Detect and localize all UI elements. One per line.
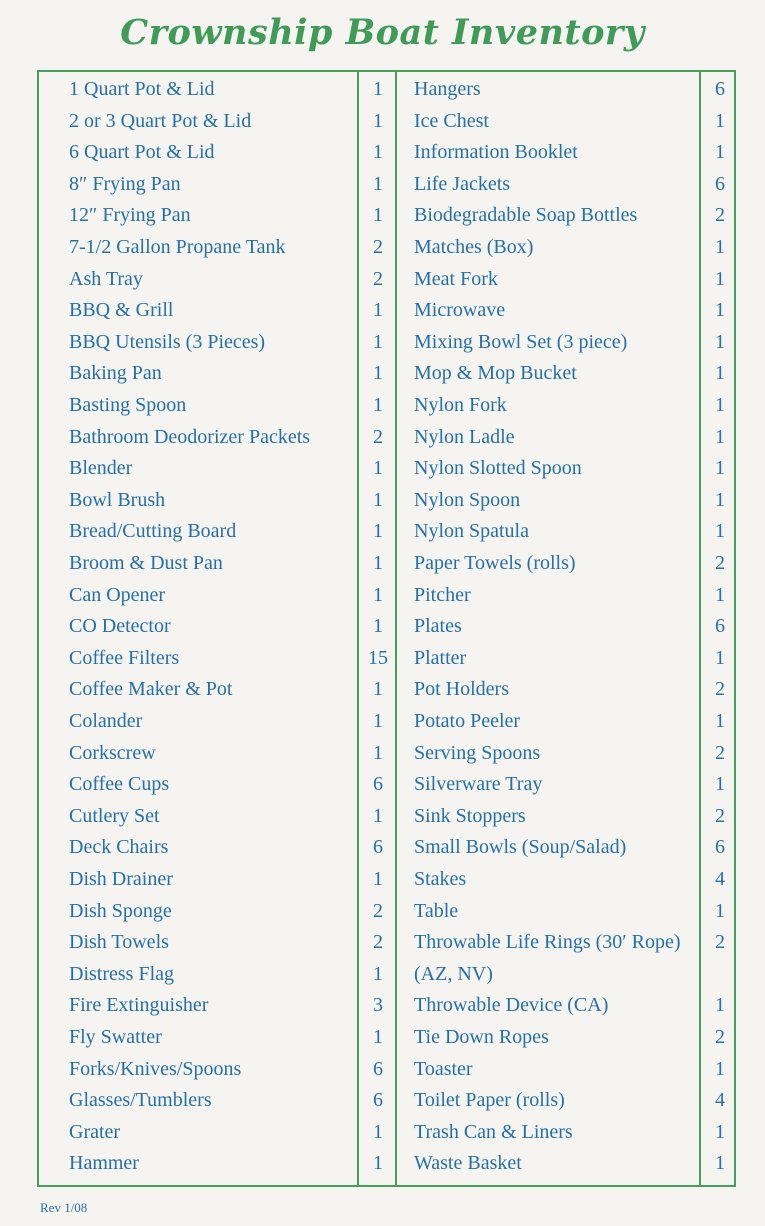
inventory-item: Coffee Filters [69, 646, 180, 669]
inventory-quantity: 1 [373, 1026, 383, 1048]
inventory-quantity: 1 [715, 299, 725, 322]
revision-note: Rev 1/08 [40, 1200, 88, 1215]
inventory-quantity: 1 [373, 678, 383, 701]
inventory-item: 1 Quart Pot & Lid [69, 78, 215, 100]
inventory-quantity: 2 [715, 204, 725, 227]
inventory-item: Ice Chest [414, 109, 489, 132]
inventory-item: Trash Can & Liners [414, 1120, 573, 1143]
inventory-item: Corkscrew [69, 741, 156, 764]
inventory-quantity: 1 [373, 299, 383, 322]
inventory-quantity: 2 [373, 899, 383, 922]
inventory-item: 2 or 3 Quart Pot & Lid [69, 109, 252, 132]
column-divider [699, 70, 701, 1187]
inventory-item: Mop & Mop Bucket [414, 362, 577, 385]
inventory-item: 12″ Frying Pan [69, 204, 191, 227]
inventory-quantity: 2 [373, 425, 383, 448]
inventory-quantity: 1 [373, 1120, 383, 1143]
inventory-item: Nylon Slotted Spoon [414, 457, 582, 480]
inventory-item: Plates [414, 615, 462, 638]
inventory-quantity: 1 [715, 710, 725, 732]
inventory-item: BBQ & Grill [69, 299, 174, 322]
inventory-item: Coffee Maker & Pot [69, 678, 233, 701]
inventory-item: Can Opener [69, 583, 166, 606]
inventory-item: Platter [414, 646, 467, 669]
inventory-item: Bathroom Deodorizer Packets [69, 425, 311, 448]
inventory-item: Information Booklet [414, 141, 578, 164]
inventory-item: Hangers [414, 78, 481, 100]
inventory-quantity: 6 [715, 836, 725, 859]
inventory-item: Meat Fork [414, 267, 498, 290]
inventory-item: Stakes [414, 868, 467, 890]
inventory-quantity: 1 [373, 141, 383, 164]
inventory-item: (AZ, NV) [414, 962, 493, 985]
inventory-item: Sink Stoppers [414, 804, 526, 827]
inventory-quantity: 6 [373, 1089, 383, 1112]
inventory-quantity: 2 [715, 1026, 725, 1048]
inventory-quantity: 2 [715, 804, 725, 827]
page-title: Crownship Boat Inventory [120, 12, 645, 53]
inventory-item: Silverware Tray [414, 773, 543, 796]
inventory-item: BBQ Utensils (3 Pieces) [69, 330, 266, 353]
inventory-quantity: 1 [373, 204, 383, 227]
inventory-quantity: 1 [373, 962, 383, 985]
inventory-item: Toilet Paper (rolls) [414, 1089, 565, 1112]
inventory-item: Dish Towels [69, 931, 169, 954]
inventory-quantity: 1 [715, 646, 725, 669]
inventory-quantity: 1 [373, 552, 383, 574]
inventory-item: Small Bowls (Soup/Salad) [414, 836, 627, 859]
inventory-item: Coffee Cups [69, 773, 170, 796]
inventory-item: CO Detector [69, 615, 171, 638]
inventory-item: Blender [69, 457, 133, 480]
inventory-quantity: 1 [373, 741, 383, 764]
inventory-item: Grater [69, 1120, 121, 1143]
inventory-quantity: 6 [715, 615, 725, 638]
inventory-item: Waste Basket [414, 1152, 522, 1175]
inventory-item: Pot Holders [414, 678, 509, 701]
inventory-quantity: 1 [373, 1152, 383, 1175]
inventory-item: Ash Tray [69, 267, 143, 290]
inventory-item: Basting Spoon [69, 394, 187, 416]
inventory-item: Microwave [414, 299, 506, 322]
inventory-item: Distress Flag [69, 962, 174, 985]
inventory-quantity: 1 [715, 267, 725, 290]
inventory-item: Hammer [69, 1152, 139, 1175]
inventory-quantity: 1 [373, 172, 383, 195]
inventory-item: Mixing Bowl Set (3 piece) [414, 330, 628, 353]
inventory-quantity: 2 [715, 552, 725, 574]
inventory-item: Fly Swatter [69, 1026, 162, 1048]
inventory-quantity: 1 [373, 330, 383, 353]
inventory-item: Nylon Fork [414, 394, 507, 416]
inventory-quantity: 1 [373, 520, 383, 543]
inventory-item: Deck Chairs [69, 836, 169, 859]
inventory-item: Glasses/Tumblers [69, 1089, 212, 1112]
inventory-quantity: 1 [373, 804, 383, 827]
inventory-quantity: 1 [715, 583, 725, 606]
inventory-quantity: 15 [368, 646, 388, 669]
inventory-item: Serving Spoons [414, 741, 541, 764]
inventory-item: Colander [69, 710, 143, 732]
inventory-item: Bowl Brush [69, 488, 166, 511]
inventory-quantity: 2 [715, 931, 725, 954]
inventory-quantity: 1 [373, 583, 383, 606]
inventory-quantity: 2 [373, 267, 383, 290]
inventory-quantity: 1 [373, 710, 383, 732]
inventory-quantity: 1 [715, 425, 725, 448]
inventory-quantity: 1 [715, 1120, 725, 1143]
inventory-quantity: 2 [373, 931, 383, 954]
inventory-item: Throwable Life Rings (30′ Rope) [414, 931, 681, 954]
inventory-item: Biodegradable Soap Bottles [414, 204, 638, 227]
inventory-item: Cutlery Set [69, 804, 160, 827]
inventory-item: Baking Pan [69, 362, 162, 385]
inventory-item: 8″ Frying Pan [69, 172, 181, 195]
inventory-quantity: 6 [715, 78, 725, 100]
inventory-quantity: 6 [373, 836, 383, 859]
inventory-quantity: 1 [373, 394, 383, 416]
inventory-quantity: 4 [715, 1089, 725, 1112]
inventory-quantity: 1 [715, 488, 725, 511]
inventory-quantity: 1 [715, 520, 725, 543]
inventory-item: Life Jackets [414, 172, 511, 195]
inventory-item: Throwable Device (CA) [414, 994, 609, 1017]
inventory-quantity: 1 [715, 457, 725, 480]
inventory-quantity: 1 [373, 488, 383, 511]
inventory-item: Forks/Knives/Spoons [69, 1057, 242, 1080]
inventory-item: Paper Towels (rolls) [414, 552, 576, 574]
inventory-item: Potato Peeler [414, 710, 521, 732]
column-divider [357, 70, 359, 1187]
inventory-quantity [702, 959, 738, 991]
inventory-item: Dish Sponge [69, 899, 172, 922]
inventory-item: 6 Quart Pot & Lid [69, 141, 215, 164]
inventory-item: Nylon Spoon [414, 488, 521, 511]
inventory-quantity: 2 [715, 741, 725, 764]
inventory-quantity: 6 [715, 172, 725, 195]
inventory-item: Nylon Ladle [414, 425, 515, 448]
inventory-quantity: 1 [715, 773, 725, 796]
inventory-quantity: 1 [373, 868, 383, 890]
inventory-item: Tie Down Ropes [414, 1026, 549, 1048]
inventory-item: Table [414, 899, 459, 922]
inventory-quantity: 1 [373, 615, 383, 638]
inventory-quantity: 1 [715, 899, 725, 922]
inventory-quantity: 1 [715, 994, 725, 1017]
inventory-quantity: 1 [373, 78, 383, 100]
inventory-quantity: 1 [715, 362, 725, 385]
inventory-quantity: 3 [373, 994, 383, 1017]
inventory-item: Broom & Dust Pan [69, 552, 223, 574]
inventory-item: 7-1/2 Gallon Propane Tank [69, 236, 286, 258]
inventory-quantity: 1 [715, 330, 725, 353]
inventory-quantity: 1 [715, 1057, 725, 1080]
inventory-item: Bread/Cutting Board [69, 520, 237, 543]
inventory-quantity: 2 [373, 236, 383, 258]
inventory-item: Dish Drainer [69, 868, 173, 890]
inventory-item: Pitcher [414, 583, 471, 606]
inventory-item: Matches (Box) [414, 236, 534, 258]
inventory-quantity: 4 [715, 868, 725, 890]
inventory-quantity: 6 [373, 1057, 383, 1080]
inventory-item: Fire Extinguisher [69, 994, 209, 1017]
inventory-quantity: 6 [373, 773, 383, 796]
inventory-quantity: 1 [715, 141, 725, 164]
inventory-item: Toaster [414, 1057, 473, 1080]
inventory-item: Nylon Spatula [414, 520, 529, 543]
inventory-quantity: 1 [715, 236, 725, 258]
inventory-quantity: 2 [715, 678, 725, 701]
inventory-quantity: 1 [373, 362, 383, 385]
inventory-quantity: 1 [715, 1152, 725, 1175]
inventory-quantity: 1 [373, 457, 383, 480]
inventory-quantity: 1 [715, 394, 725, 416]
inventory-quantity: 1 [715, 109, 725, 132]
inventory-quantity: 1 [373, 109, 383, 132]
